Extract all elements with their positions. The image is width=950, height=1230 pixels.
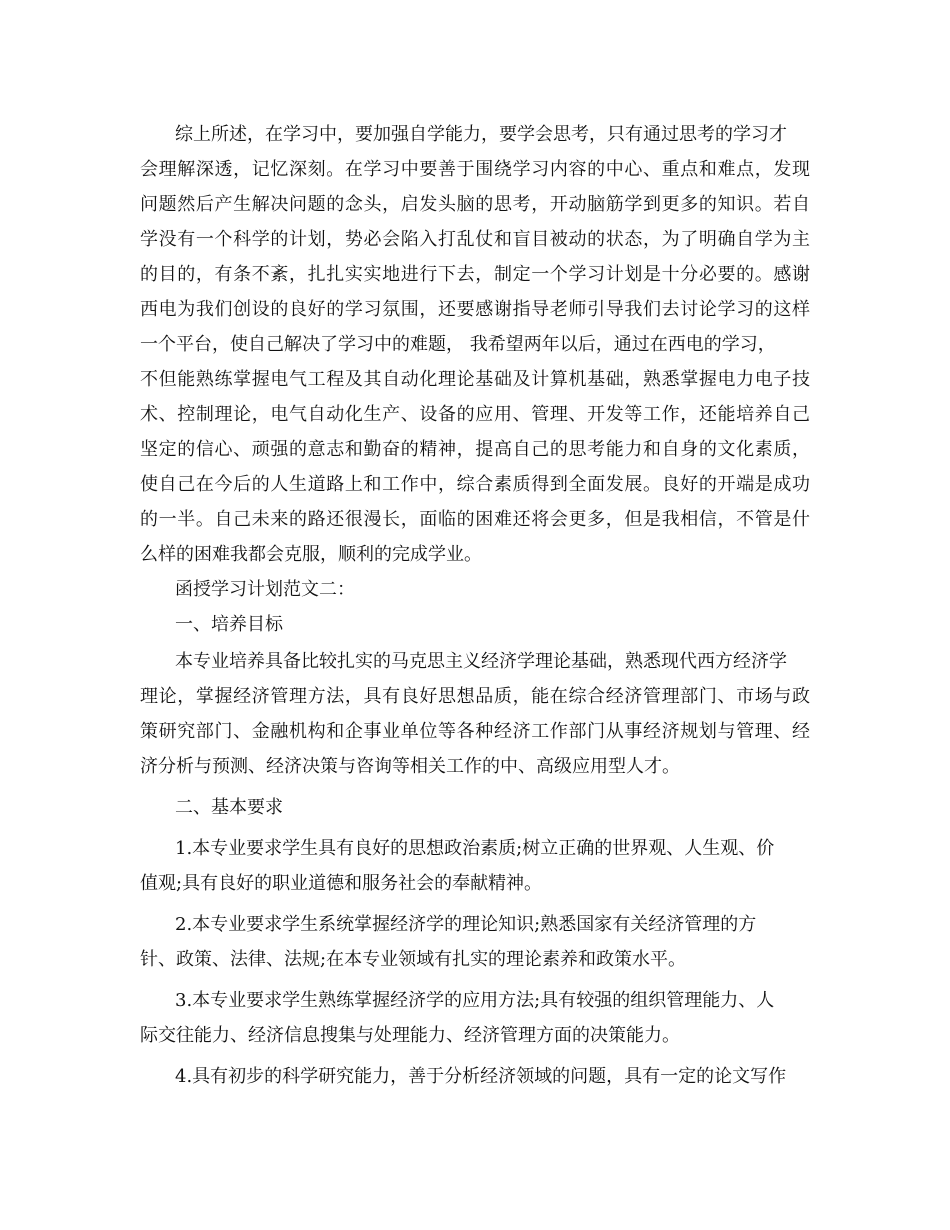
paragraph-line: 会理解深透，记忆深刻。在学习中要善于围绕学习内容的中心、重点和难点，发现 [140, 159, 810, 180]
list-item-line: 际交往能力、经济信息搜集与处理能力、经济管理方面的决策能力。 [140, 1025, 680, 1046]
list-item-line: 1.本专业要求学生具有良好的思想政治素质;树立正确的世界观、人生观、价 [175, 838, 775, 859]
list-item-line: 2.本专业要求学生系统掌握经济学的理论知识;熟悉国家有关经济管理的方 [175, 914, 757, 935]
paragraph-line: 不但能熟练掌握电气工程及其自动化理论基础及计算机基础，熟悉掌握电力电子技 [140, 369, 810, 390]
paragraph-line: 使自己在今后的人生道路上和工作中，综合素质得到全面发展。良好的开端是成功 [140, 474, 810, 495]
paragraph-line: 学没有一个科学的计划，势必会陷入打乱仗和盲目被动的状态，为了明确自学为主 [140, 229, 810, 250]
paragraph-line: 问题然后产生解决问题的念头，启发头脑的思考，开动脑筋学到更多的知识。若自 [140, 194, 810, 215]
paragraph-line: 术、控制理论，电气自动化生产、设备的应用、管理、开发等工作，还能培养自己 [140, 404, 810, 425]
section-heading: 一、培养目标 [175, 614, 283, 635]
paragraph-line: 坚定的信心、顽强的意志和勤奋的精神，提高自己的思考能力和自身的文化素质， [140, 439, 810, 460]
paragraph-line: 的目的，有条不紊，扎扎实实地进行下去，制定一个学习计划是十分必要的。感谢 [140, 264, 810, 285]
paragraph-line: 西电为我们创设的良好的学习氛围，还要感谢指导老师引导我们去讨论学习的这样 [140, 299, 810, 320]
paragraph-line: 综上所述，在学习中，要加强自学能力，要学会思考，只有通过思考的学习才 [175, 124, 787, 145]
paragraph-line: 么样的困难我都会克服，顺利的完成学业。 [140, 544, 482, 565]
list-item-line: 针、政策、法律、法规;在本专业领域有扎实的理论素养和政策水平。 [140, 949, 687, 970]
section-heading: 二、基本要求 [175, 797, 283, 818]
paragraph-line: 一个平台，使自己解决了学习中的难题， 我希望两年以后，通过在西电的学习， [140, 334, 776, 355]
paragraph-line: 的一半。自己未来的路还很漫长，面临的困难还将会更多，但是我相信，不管是什 [140, 509, 810, 530]
list-item-line: 3.本专业要求学生熟练掌握经济学的应用方法;具有较强的组织管理能力、人 [175, 990, 775, 1011]
paragraph-line: 策研究部门、金融机构和企事业单位等各种经济工作部门从事经济规划与管理、经 [140, 721, 810, 742]
paragraph-line: 理论，掌握经济管理方法，具有良好思想品质，能在综合经济管理部门、市场与政 [140, 686, 810, 707]
list-item-line: 值观;具有良好的职业道德和服务社会的奉献精神。 [140, 873, 543, 894]
paragraph-line: 本专业培养具备比较扎实的马克思主义经济学理论基础，熟悉现代西方经济学 [175, 651, 787, 672]
section-heading: 函授学习计划范文二： [175, 579, 355, 600]
paragraph-line: 济分析与预测、经济决策与咨询等相关工作的中、高级应用型人才。 [140, 756, 680, 777]
list-item-line: 4.具有初步的科学研究能力，善于分析经济领域的问题，具有一定的论文写作 [175, 1066, 787, 1087]
